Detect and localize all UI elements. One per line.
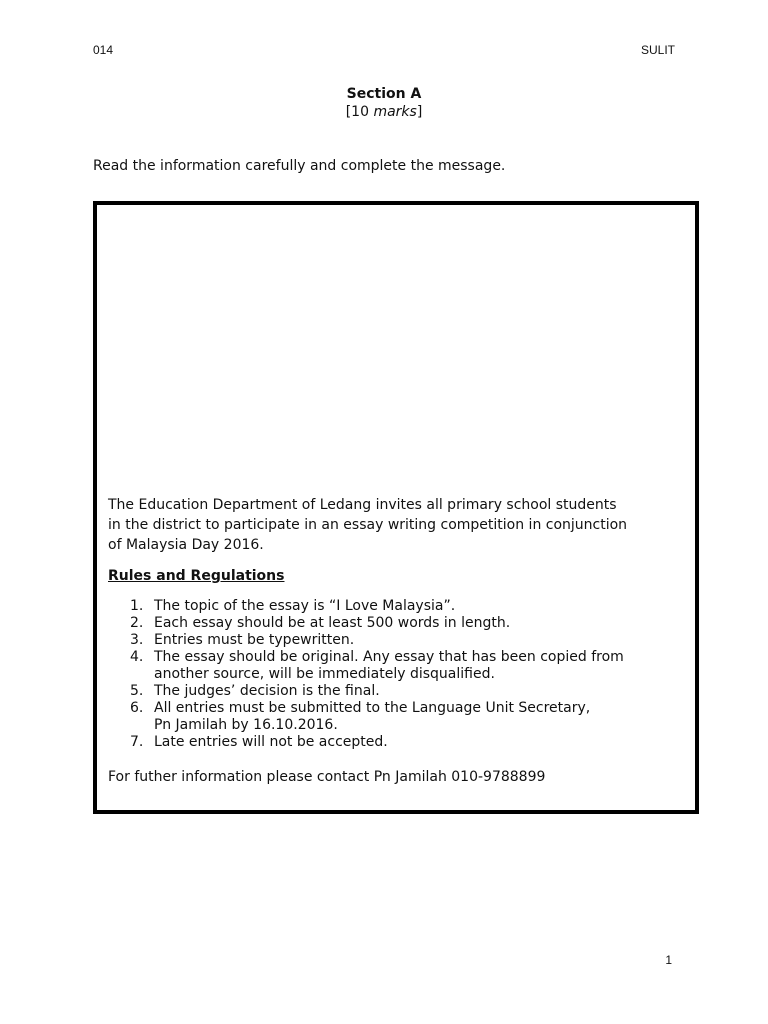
- rule-text: Entries must be typewritten.: [154, 632, 355, 648]
- rule-text: Pn Jamilah by 16.10.2016.: [154, 717, 338, 733]
- intro-line: of Malaysia Day 2016.: [108, 537, 264, 553]
- rule-number: 4.: [130, 649, 144, 665]
- rule-number: 2.: [130, 615, 144, 631]
- page-number: 1: [665, 953, 672, 967]
- rule-item: [108, 683, 688, 700]
- rule-text: Each essay should be at least 500 words in length.: [154, 615, 511, 631]
- rule-text: The topic of the essay is “I Love Malaysia”.: [154, 598, 456, 614]
- rule-item: [108, 632, 688, 649]
- classification-label: SULIT: [640, 43, 675, 57]
- rule-text: Late entries will not be accepted.: [154, 734, 388, 750]
- rule-text: The essay should be original. Any essay that has been copied from: [154, 649, 624, 665]
- rule-item: [108, 649, 688, 683]
- rule-text: another source, will be immediately disqualified.: [154, 666, 495, 682]
- rule-item: [108, 598, 688, 615]
- rule-number: 5.: [130, 683, 144, 699]
- contact-info: For futher information please contact Pn Jamilah 010-9788899: [108, 769, 546, 785]
- notice-box: [93, 201, 699, 814]
- marks-close: ]: [416, 104, 423, 120]
- document-code: 014: [93, 43, 114, 57]
- rule-item: [108, 615, 688, 632]
- intro-line: in the district to participate in an essay writing competition in conjunction: [108, 517, 628, 533]
- rule-text: The judges’ decision is the final.: [154, 683, 380, 699]
- rule-item: [108, 734, 688, 751]
- instruction-text: Read the information carefully and complete the message.: [93, 158, 506, 174]
- section-title: Section A: [346, 86, 422, 102]
- rule-item: [108, 700, 688, 734]
- rules-list: [108, 598, 688, 751]
- marks-word: marks: [373, 104, 417, 120]
- notice-intro: [108, 495, 688, 555]
- section-marks: [0, 104, 768, 120]
- rule-number: 1.: [130, 598, 144, 614]
- notice-image-area: [107, 215, 685, 480]
- rule-number: 3.: [130, 632, 144, 648]
- rule-number: 7.: [130, 734, 144, 750]
- marks-open: [10: [345, 104, 374, 120]
- rules-heading: Rules and Regulations: [108, 568, 285, 584]
- intro-line: The Education Department of Ledang invites all primary school students: [108, 497, 617, 513]
- rule-number: 6.: [130, 700, 144, 716]
- rule-text: All entries must be submitted to the Language Unit Secretary,: [154, 700, 591, 716]
